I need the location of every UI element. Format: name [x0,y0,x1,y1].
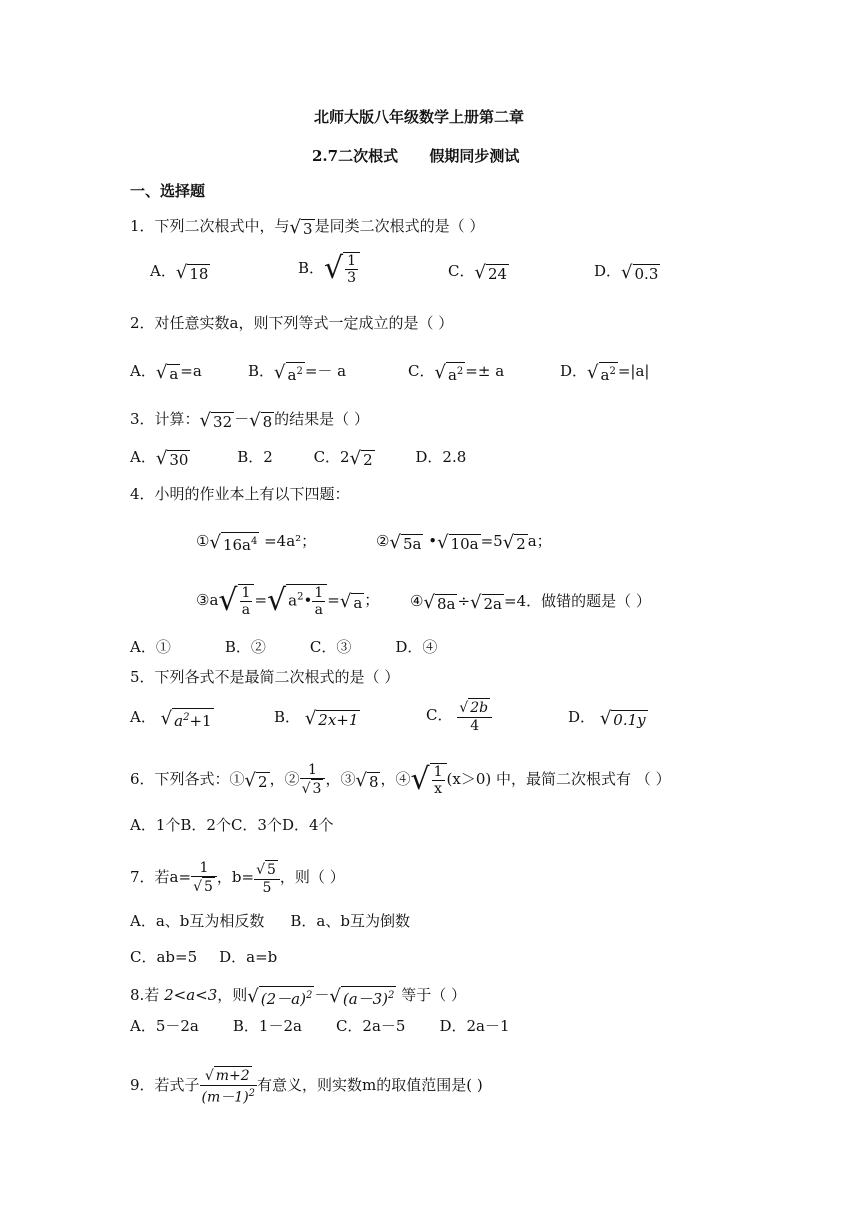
question-6-stem: 6．下列各式：①√ 2 ，② $\frac{1}{√ 3}$ ，③√ 8 ，④√ $\frac{1}{x}$ (x＞0) 中，最简二次根式有 （ ） [130,762,671,797]
question-4-options: A．① B．② C．③ D．④ [130,638,438,656]
question-3-options: A．√ 30 B．2 C．2√ 2 D．2.8 [130,448,467,469]
question-7-options-row1: A．a、b互为相反数 B．a、b互为倒数 [130,912,410,930]
question-2-stem: 2．对任意实数a，则下列等式一定成立的是（ ） [130,314,454,332]
question-7-stem: 7．若a= $\frac{1}{√ 5}$ ，b= $\frac{√ 5}{5}$ ，则（ ） [130,860,345,896]
page-subtitle: 2.7二次根式 假期同步测试 [312,147,520,165]
question-2-option-a: A．√ a =a [130,362,202,383]
page-title: 北师大版八年级数学上册第二章 [314,108,525,126]
section-heading: 一、选择题 [130,182,206,200]
question-1-option-b: B．√ $\frac{1}{3}$ [298,252,360,286]
question-3-stem: 3．计算：√ 32 －√ 8 的结果是（ ） [130,410,369,431]
question-4-stem: 4．小明的作业本上有以下四题： [130,485,350,503]
question-5-option-c: C． $\frac{√ 2b}{4}$ [426,698,492,734]
question-9-stem: 9．若式子 $\frac{√ m+2}{(m-1)^2}$ 有意义，则实数m的取值范围是( ) [130,1067,483,1106]
question-8-options: A．5－2a B．1－2a C．2a－5 D．2a－1 [130,1017,510,1035]
question-2-option-c: C．√ $a^2 =\pm a$ [408,361,505,384]
question-6-options: A．1个B．2个C．3个D．4个 [130,816,334,834]
question-5-option-a: A． √ $a^2+1$ [130,707,212,730]
question-2-option-d: D．√ $a^2 =|a|$ [560,361,650,384]
question-4-item-2: ②√ 5a •√ 10a =5√ 2 a； [376,532,552,553]
question-5-stem: 5．下列各式不是最简二次根式的是（ ） [130,668,400,686]
question-2-option-b: B．√ $a^2 =- a$ [248,361,347,384]
question-1-option-d: D．√ 0.3 [594,262,659,283]
question-4-item-4: ④√ 8a ÷√ 2a =4．做错的题是（ ） [410,592,651,613]
question-1-option-a: A．√ 18 [150,262,209,283]
radical: √ 3 [289,217,313,238]
question-7-options-row2: C．ab=5 D．a=b [130,948,278,966]
question-5-option-b: B． √ 2x+1 [274,708,359,729]
question-4-item-3: ③a√ $\frac{1}{a}$ =√ $a^2•$ $\frac{1}{a}$ =√ a ； [196,583,380,618]
question-8-stem: 8.若 2<a<3，则√ $(2-a)^2$ －√ $(a-3)^2$ 等于（ ） [130,985,466,1008]
question-1-stem: 1．下列二次根式中，与√ 3 是同类二次根式的是（ ） [130,217,485,238]
question-1-option-c: C．√ 24 [448,262,508,283]
question-5-option-d: D． √ 0.1y [568,708,646,729]
question-4-item-1: ①√ $16a^4 =4a^2$； [196,531,317,554]
